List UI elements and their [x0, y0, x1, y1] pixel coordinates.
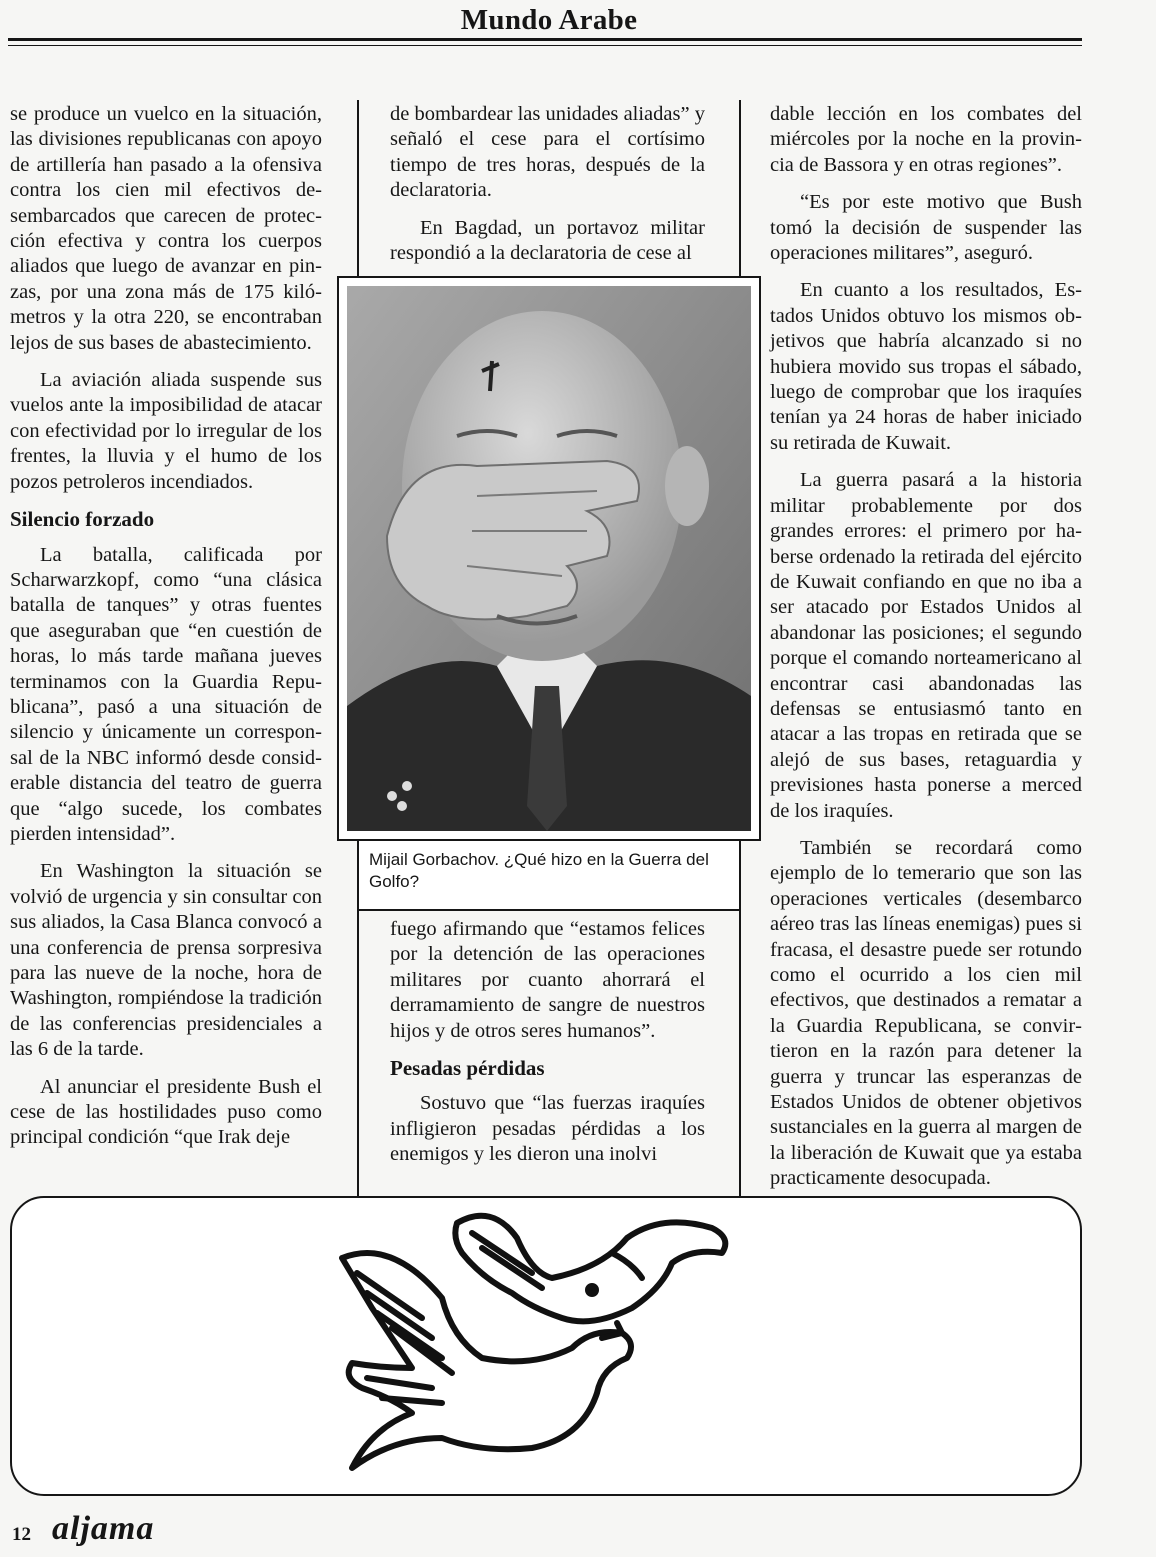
header-rule-thin	[8, 45, 1082, 46]
header-rule-thick	[8, 38, 1082, 41]
paragraph: La batalla, calificada por Scharwarzkopf, como “una clásica batalla de tanques” y otras fuentes que aseguraban que “en cuestión de horas, lo más tarde mañana jueves terminamos con la Guardia Republicana”, pasó a una situación de silencio y únicamente un corresponsal de la NBC informó desde considerable distancia del teatro de guerra que “algo sucede, los combates pierden intensidad”.	[10, 543, 322, 845]
paragraph: de bombardear las unidades aliadas” y señaló el cese para el cortísimo tiempo de tres horas, después de la declaratoria.	[390, 103, 705, 202]
column-divider-left	[357, 100, 359, 276]
paragraph: “Es por este motivo que Bush tomó la decisión de suspender las operaciones militares”, aseguró.	[770, 191, 1082, 265]
paragraph: La aviación aliada suspende sus vuelos ante la imposibilidad de atacar con efectividad por lo irregular de los frentes, la lluvia y el humo de los pozos petroleros incendiados.	[10, 369, 322, 493]
column-divider-right	[739, 100, 741, 276]
photo-frame	[337, 276, 761, 841]
paragraph: se produce un vuelco en la situación, las divisiones republicanas con apoyo de artillería han pasado a la ofensiva contra los cien mil efectivos desembarcados que carecen de protección efectiva y contra los cuerpos aliados que luego de avanzar en pinzas, por una zona más de 175 kilómetros y la otra 220, se encontraban lejos de sus bases de abastecimiento.	[10, 103, 322, 354]
paragraph: Sostuvo que “las fuerzas iraquíes infligieron pesadas pérdidas a los enemigos y les dieron una inolvi	[390, 1092, 705, 1166]
article-column-1	[10, 102, 322, 1163]
portrait-photo	[347, 286, 751, 831]
paragraph: Al anunciar el presidente Bush el cese de las hostilidades puso como principal condición “que Irak deje	[10, 1075, 322, 1149]
dove-icon	[12, 1198, 1082, 1496]
paragraph: La guerra pasará a la historia militar probablemente por dos grandes errores: el primero por haberse ordenado la retirada del ejército de Kuwait confiando en que no iba a ser atacado por Estados Unidos al abandonar las posiciones; el segundo porque el comando norteamericano al encontrar casi abandonadas las defensas se entusiasmó tanto en atacar a las tropas en retirada que se alejó de sus bases, retaguardia y previsiones hasta ponerse a merced de los iraquíes.	[770, 469, 1082, 822]
article-column-2-top	[390, 102, 705, 278]
page-number: 12	[12, 1524, 31, 1545]
photo-caption: Mijail Gorbachov. ¿Qué hizo en la Guerra del Golfo?	[357, 841, 741, 911]
subheading: Silencio forzado	[10, 507, 155, 532]
column-divider-right-lower	[739, 911, 741, 1196]
paragraph: dable lección en los combates del miércoles por la noche en la provincia de Bassora y en otras regiones”.	[770, 103, 1082, 176]
magazine-logo: aljama	[52, 1510, 155, 1547]
paragraph: fuego afirmando que “estamos felices por la detención de las operaciones militares por cuanto ahorrará el derramamiento de sangre de nuestros hijos y de otros seres humanos”.	[390, 918, 705, 1042]
article-column-3	[770, 102, 1082, 1204]
paragraph: En Bagdad, un portavoz militar respondió a la declaratoria de cese al	[390, 216, 705, 265]
column-divider-left-lower	[357, 911, 359, 1196]
section-header: Mundo Arabe	[460, 4, 638, 36]
paragraph: En cuanto a los resultados, Estados Unidos obtuvo los mismos objetivos que habría alcanzado si no hubiera movido sus tropas el sábado, luego de comprobar que los iraquíes tenían ya 24 horas de haber iniciado su retirada de Kuwait.	[770, 279, 1082, 454]
article-column-2-bottom	[390, 917, 705, 1180]
subheading: Pesadas pérdidas	[390, 1056, 545, 1081]
paragraph: En Washington la situación se volvió de urgencia y sin consultar con sus aliados, la Casa Blanca convocó a una conferencia de prensa sorpresiva para las nueve de la noche, hora de Washington, rompiéndose la tradición de las conferencias presidenciales a las 6 de la tarde.	[10, 860, 322, 1061]
paragraph: También se recordará como ejemplo de lo temerario que son las operaciones verticales (desembarco aéreo tras las líneas enemigas) pues si fracasa, el desastre puede ser rotundo como el ocurrido a los cien mil efectivos, que destinados a rematar a la Guardia Republicana, se convirtieron en la razón para detener la guerra y truncar las esperanzas de Estados Unidos de obtener objetivos sustanciales en la guerra al margen de la liberación de Kuwait que ya estaba practicamente desocupada.	[770, 836, 1082, 1190]
dove-illustration-box	[10, 1196, 1082, 1496]
portrait-illustration	[347, 286, 751, 831]
